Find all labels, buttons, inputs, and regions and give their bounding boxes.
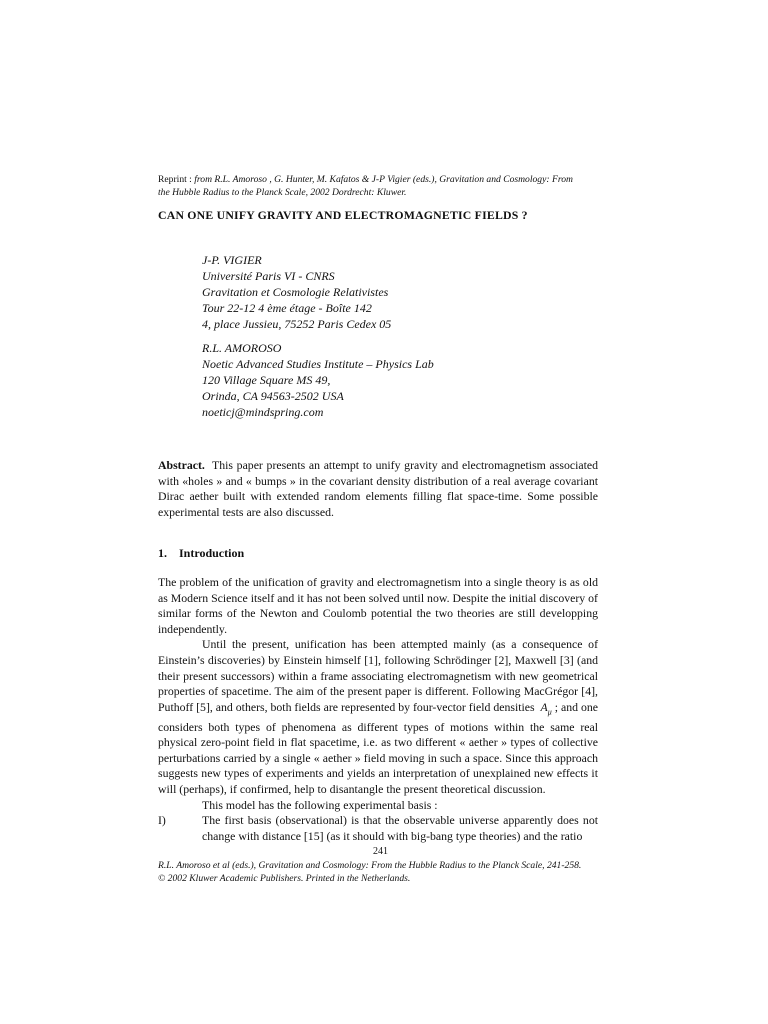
footer-citation (158, 859, 618, 885)
paragraph-1: The problem of the unification of gravity and electromagnetism into a single theory is as old as Modern Science itself and it has not been solved until now. Despite the initial discovery of similar forms of the Newton and Coulomb potential the two theories are still developping independently. (158, 575, 598, 636)
field-symbol-subscript: μ (547, 707, 552, 717)
body-text (158, 575, 598, 844)
author-name: R.L. AMOROSO (202, 341, 282, 355)
section-heading (158, 546, 244, 561)
list-item (158, 813, 598, 844)
author-affiliation-line: Tour 22-12 4 ème étage - Boîte 142 (202, 301, 372, 315)
field-symbol (540, 699, 552, 717)
paragraph-2-before: Until the present, unification has been attempted mainly (as a consequence of Einstein’s discoveries) by Einstein himself [1], following Schrödinger [2], Maxwell [3] (and their present successors) within a frame associating electromagnetism with new geometrical properties of spacetime. The aim of the present paper is different. Following MacGrégor [4], Puthoff [5], and others, both fields are represented by four-vector field densities (158, 637, 598, 714)
author-affiliation-line: Université Paris VI - CNRS (202, 269, 335, 283)
abstract-label: Abstract. (158, 458, 205, 472)
abstract-text: This paper presents an attempt to unify gravity and electromagnetism associated with «holes » and « bumps » in the covariant density distribution of a real average covariant Dirac aether built with extended random elements filling flat space-time. Some possible experimental tests are also discussed. (158, 458, 598, 519)
reprint-citation-line2: the Hubble Radius to the Planck Scale, 2002 Dordrecht: Kluwer. (158, 187, 407, 198)
author-block-vigier (202, 252, 622, 332)
paper-title: CAN ONE UNIFY GRAVITY AND ELECTROMAGNETIC FIELDS ? (158, 208, 528, 222)
list-item-text: The first basis (observational) is that the observable universe apparently does not change with distance [15] (as it should with big-bang type theories) and the ratio (202, 813, 598, 843)
author-affiliation-line: 120 Village Square MS 49, (202, 373, 331, 387)
field-symbol-base: A (540, 699, 548, 714)
author-email: noeticj@mindspring.com (202, 405, 324, 419)
section-title: Introduction (179, 546, 245, 560)
author-name: J-P. VIGIER (202, 253, 262, 267)
paragraph-2 (158, 637, 598, 797)
reprint-lead: Reprint : (158, 174, 195, 185)
section-number: 1. (158, 546, 167, 560)
abstract (158, 458, 598, 520)
reprint-citation-line1: from R.L. Amoroso , G. Hunter, M. Kafatos & J-P Vigier (eds.), Gravitation and Cosmology: From (194, 174, 573, 185)
author-affiliation-line: 4, place Jussieu, 75252 Paris Cedex 05 (202, 317, 392, 331)
footer-line1: R.L. Amoroso et al (eds.), Gravitation and Cosmology: From the Hubble Radius to the Planck Scale, 241-258. (158, 860, 582, 871)
author-affiliation-line: Noetic Advanced Studies Institute – Physics Lab (202, 357, 434, 371)
list-item-marker: I) (158, 813, 166, 828)
page-number: 241 (373, 846, 388, 857)
reprint-note (158, 173, 608, 199)
author-block-amoroso (202, 340, 622, 420)
footer-line2: © 2002 Kluwer Academic Publishers. Printed in the Netherlands. (158, 873, 411, 884)
paragraph-2-after: ; and one considers both types of phenomena as different types of motions within the same real physical zero-point field in flat spacetime, i.e. as two different « aether » types of collective perturbations carried by a single « aether » field moving in such a space. Since this approach suggests new types of experiments and yields an interpretation of unexplained new effects it will (perhaps), if confirmed, help to disantangle the present theoretical discussion. (158, 699, 598, 797)
author-affiliation-line: Gravitation et Cosmologie Relativistes (202, 285, 389, 299)
author-affiliation-line: Orinda, CA 94563-2502 USA (202, 389, 344, 403)
paragraph-3: This model has the following experimental basis : (202, 797, 438, 812)
